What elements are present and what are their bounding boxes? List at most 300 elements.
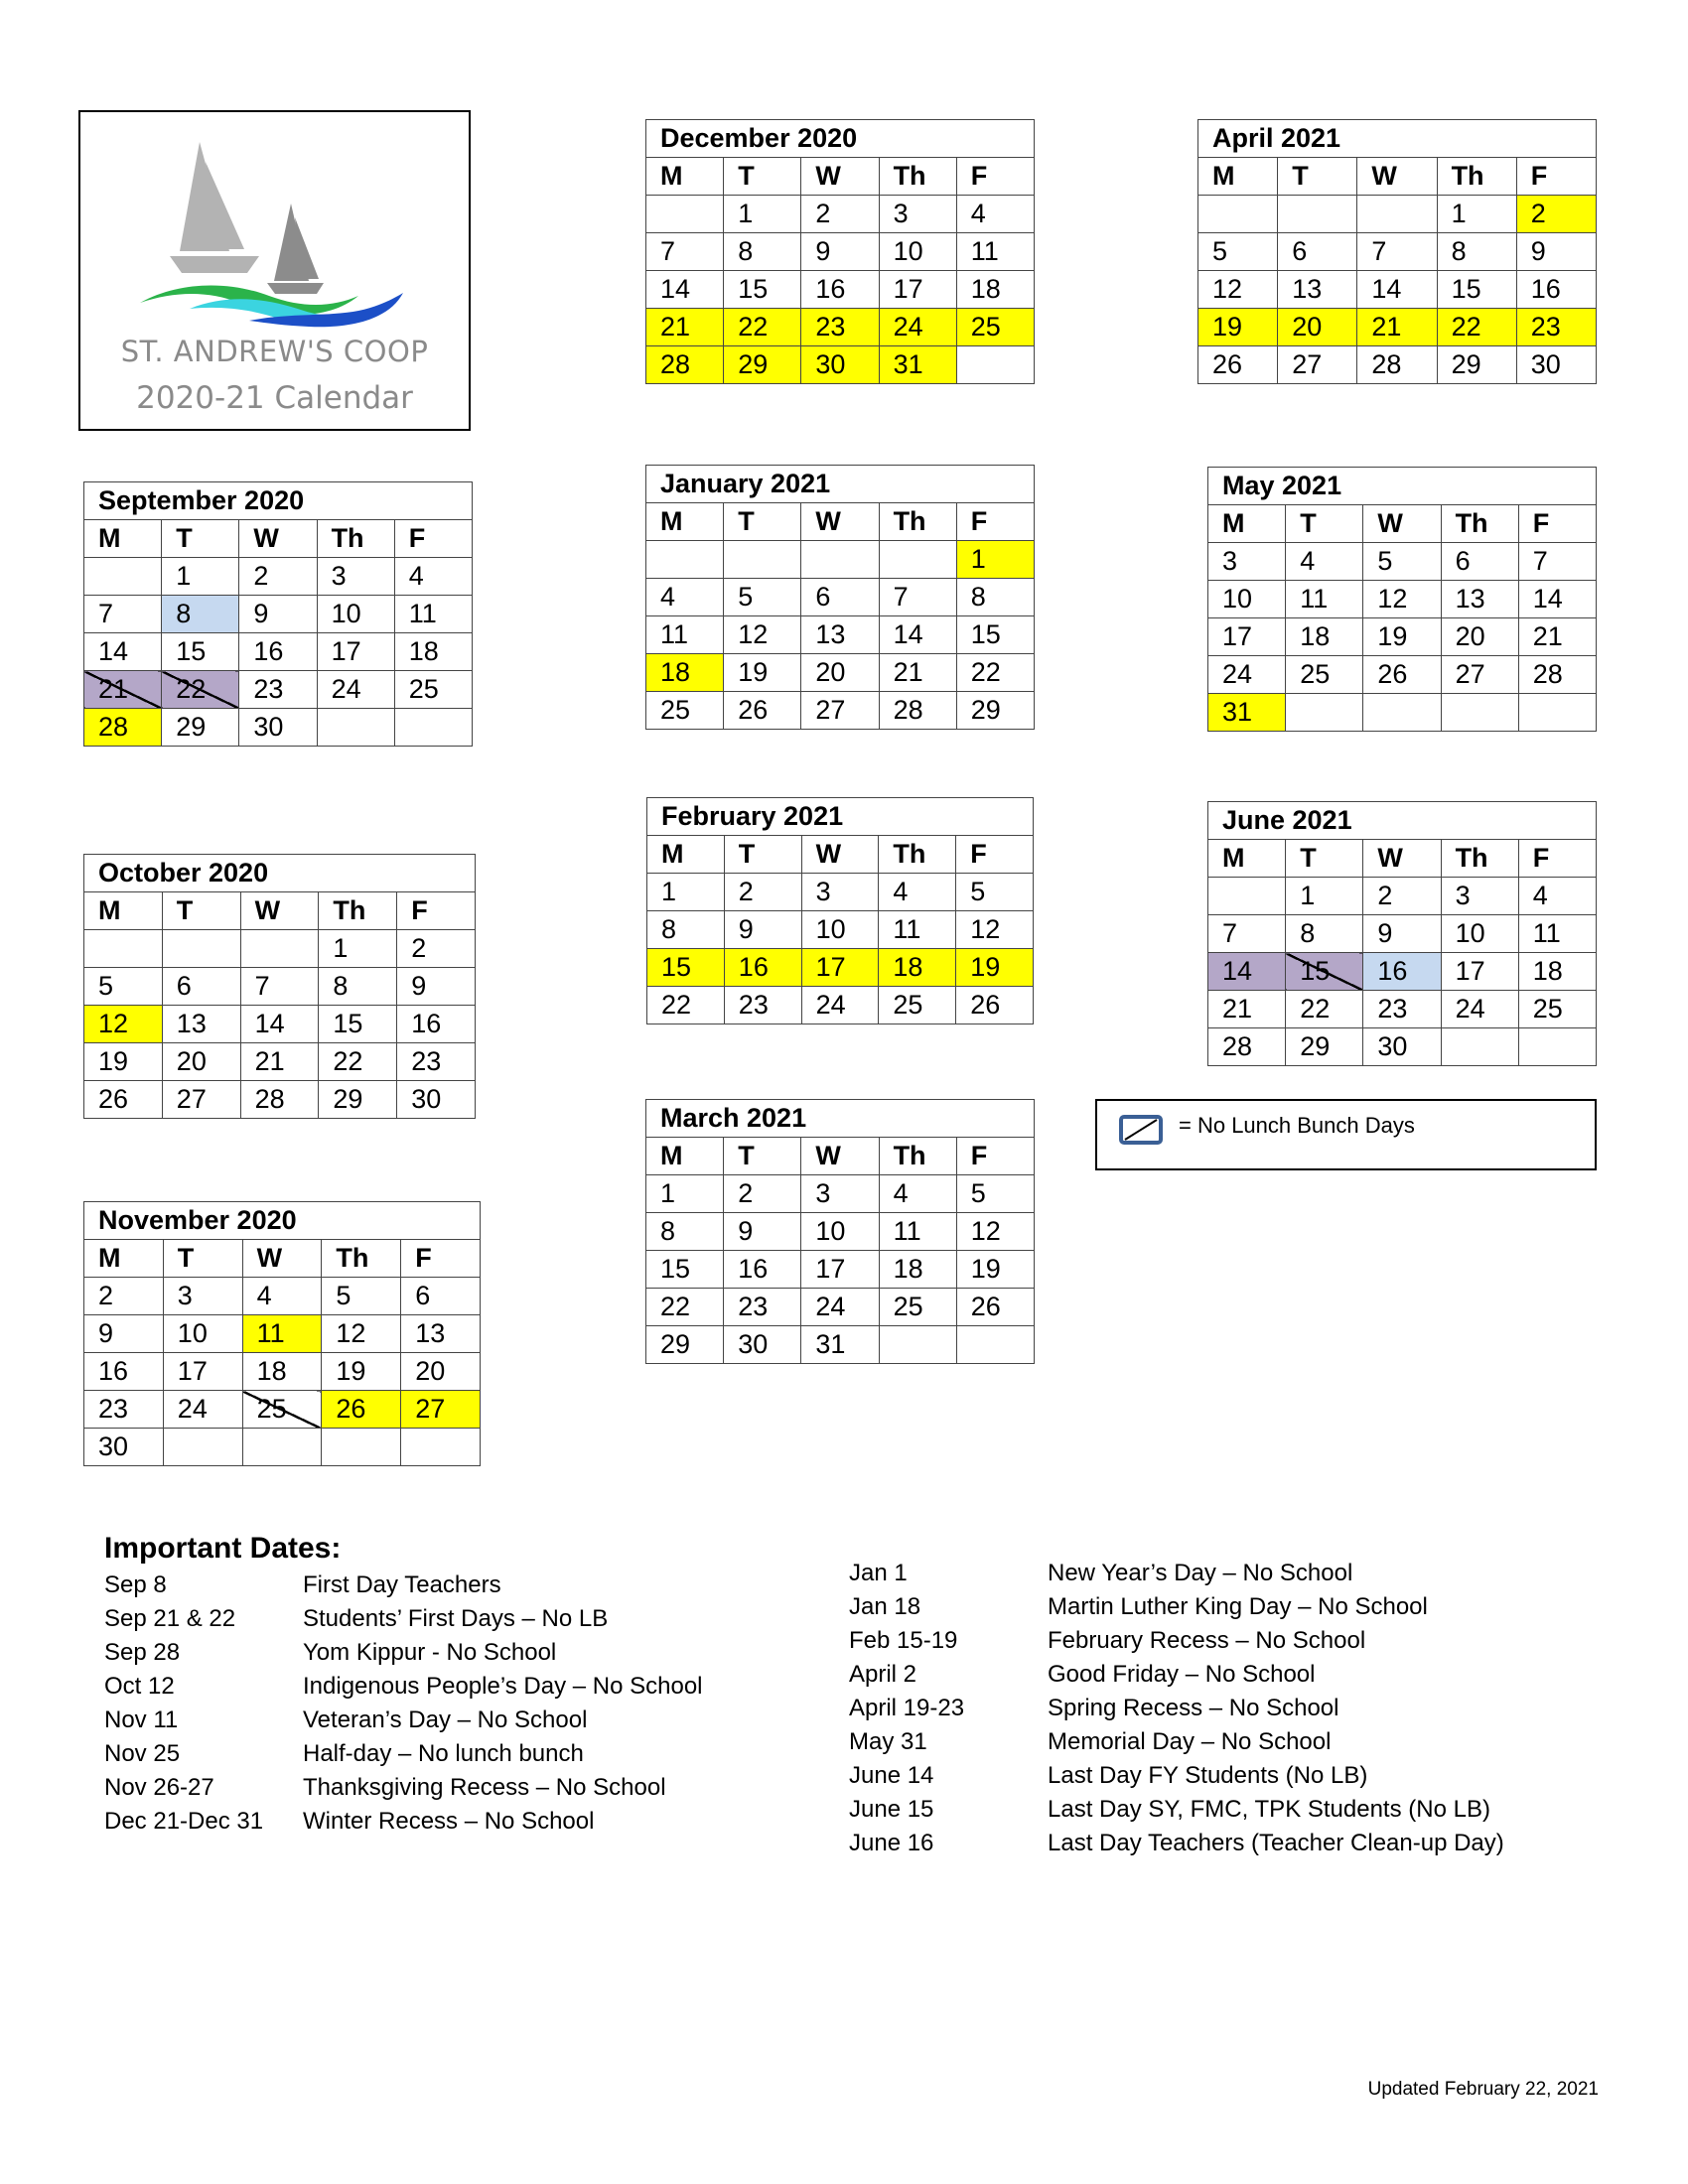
- day-cell: 26: [1198, 346, 1278, 384]
- day-cell: 1: [646, 1175, 724, 1213]
- important-date-row: [104, 1670, 740, 1704]
- day-cell: 25: [646, 692, 724, 730]
- day-cell: 23: [84, 1391, 164, 1429]
- day-cell: 29: [646, 1326, 724, 1364]
- weekday-header: M: [1208, 505, 1286, 543]
- important-date-date: May 31: [849, 1728, 927, 1755]
- month-title: March 2021: [646, 1100, 1035, 1138]
- day-cell: 6: [1441, 543, 1518, 581]
- day-cell: 30: [397, 1081, 476, 1119]
- day-cell: 17: [163, 1353, 242, 1391]
- day-cell: 23: [724, 1289, 801, 1326]
- day-cell: 9: [724, 911, 801, 949]
- important-date-description: New Year’s Day – No School: [1048, 1560, 1353, 1586]
- calendar-september-2020: [83, 481, 473, 747]
- month-title-row: [1208, 468, 1597, 505]
- important-date-row: [849, 1827, 1584, 1860]
- day-cell: 31: [1208, 694, 1286, 732]
- day-cell: 26: [956, 987, 1034, 1024]
- day-cell: 30: [1516, 346, 1596, 384]
- day-cell: 22: [724, 309, 801, 346]
- day-cell: 25: [394, 671, 472, 709]
- day-cell: 11: [956, 233, 1034, 271]
- day-cell: 29: [162, 709, 239, 747]
- day-cell: 18: [1518, 953, 1596, 991]
- day-cell: 17: [801, 949, 879, 987]
- day-cell: 10: [801, 911, 879, 949]
- day-cell: 21: [1357, 309, 1437, 346]
- day-cell: 14: [1357, 271, 1437, 309]
- empty-day-cell: [1441, 694, 1518, 732]
- day-cell: 15: [319, 1006, 397, 1043]
- important-dates-heading: Important Dates:: [104, 1532, 342, 1565]
- day-cell: 30: [801, 346, 879, 384]
- important-dates-left-list: [104, 1569, 740, 1839]
- weekday-header-row: [646, 158, 1035, 196]
- day-cell: 11: [879, 1213, 956, 1251]
- important-date-row: [104, 1805, 740, 1839]
- important-dates-right-list: [849, 1557, 1584, 1860]
- day-cell: 20: [1278, 309, 1357, 346]
- important-date-date: Sep 21 & 22: [104, 1605, 236, 1632]
- day-cell: 28: [84, 709, 162, 747]
- day-cell: 20: [401, 1353, 481, 1391]
- day-cell: 28: [1208, 1028, 1286, 1066]
- weekday-header: Th: [1437, 158, 1516, 196]
- logo-school-name: ST. ANDREW'S COOP: [120, 335, 429, 368]
- important-date-date: Sep 8: [104, 1571, 167, 1598]
- week-row: [646, 692, 1035, 730]
- week-row: [84, 558, 473, 596]
- day-cell: 22: [647, 987, 725, 1024]
- weekday-header: T: [162, 892, 240, 930]
- day-cell: 4: [242, 1278, 322, 1315]
- day-cell: 25: [956, 309, 1034, 346]
- weekday-header: Th: [319, 892, 397, 930]
- important-date-date: June 16: [849, 1830, 934, 1856]
- day-cell: 20: [162, 1043, 240, 1081]
- day-cell: 6: [162, 968, 240, 1006]
- week-row: [1208, 543, 1597, 581]
- week-row: [1208, 878, 1597, 915]
- month-title: April 2021: [1198, 120, 1597, 158]
- weekday-header: F: [1516, 158, 1596, 196]
- weekday-header: M: [84, 520, 162, 558]
- weekday-header: Th: [879, 503, 956, 541]
- day-cell: 10: [879, 233, 956, 271]
- day-cell: 9: [397, 968, 476, 1006]
- day-cell: 16: [397, 1006, 476, 1043]
- empty-day-cell: [162, 930, 240, 968]
- month-title-row: [647, 798, 1034, 836]
- month-title-row: [84, 855, 476, 892]
- day-cell: 10: [163, 1315, 242, 1353]
- day-cell: 10: [317, 596, 394, 633]
- day-cell: 14: [84, 633, 162, 671]
- day-cell: 27: [801, 692, 879, 730]
- day-cell: 18: [242, 1353, 322, 1391]
- important-date-date: June 15: [849, 1796, 934, 1823]
- day-cell: 8: [319, 968, 397, 1006]
- empty-day-cell: [1198, 196, 1278, 233]
- month-title-row: [84, 1202, 481, 1240]
- calendar-february-2021: [646, 797, 1034, 1024]
- day-cell: 6: [801, 579, 879, 616]
- calendar-june-2021: [1207, 801, 1597, 1066]
- important-date-date: Nov 26-27: [104, 1774, 214, 1801]
- day-cell: 29: [1286, 1028, 1363, 1066]
- important-date-row: [849, 1557, 1584, 1590]
- day-cell: 26: [322, 1391, 401, 1429]
- weekday-header: F: [956, 836, 1034, 874]
- day-cell: 25: [879, 1289, 956, 1326]
- day-cell: 7: [1518, 543, 1596, 581]
- day-cell: 27: [1278, 346, 1357, 384]
- day-cell: 19: [956, 1251, 1034, 1289]
- day-cell: 11: [1518, 915, 1596, 953]
- day-cell: 21: [1208, 991, 1286, 1028]
- empty-day-cell: [1357, 196, 1437, 233]
- day-cell: 5: [1198, 233, 1278, 271]
- day-cell: 9: [1363, 915, 1441, 953]
- day-cell: 23: [239, 671, 317, 709]
- day-cell: 18: [394, 633, 472, 671]
- day-cell: 19: [956, 949, 1034, 987]
- day-cell: 17: [317, 633, 394, 671]
- day-cell: 5: [84, 968, 163, 1006]
- week-row: [84, 1353, 481, 1391]
- day-cell: 4: [1518, 878, 1596, 915]
- important-date-description: Spring Recess – No School: [1048, 1695, 1339, 1721]
- day-cell: 3: [1208, 543, 1286, 581]
- day-cell: 7: [84, 596, 162, 633]
- week-row: [646, 616, 1035, 654]
- day-cell: 5: [956, 874, 1034, 911]
- day-cell: 12: [724, 616, 801, 654]
- weekday-header: W: [801, 836, 879, 874]
- day-cell: 12: [1198, 271, 1278, 309]
- important-date-description: Memorial Day – No School: [1048, 1728, 1332, 1755]
- day-cell: 4: [1286, 543, 1363, 581]
- day-cell: 25: [879, 987, 956, 1024]
- week-row: [646, 1175, 1035, 1213]
- day-cell: 8: [1286, 915, 1363, 953]
- day-cell: 29: [724, 346, 801, 384]
- week-row: [646, 196, 1035, 233]
- calendar-october-2020: [83, 854, 476, 1119]
- weekday-header: M: [84, 1240, 164, 1278]
- important-date-row: [104, 1569, 740, 1602]
- day-cell: 30: [724, 1326, 801, 1364]
- day-cell: 16: [84, 1353, 164, 1391]
- week-row: [1198, 346, 1597, 384]
- empty-day-cell: [1278, 196, 1357, 233]
- weekday-header: T: [1278, 158, 1357, 196]
- weekday-header-row: [1198, 158, 1597, 196]
- day-cell: 29: [956, 692, 1034, 730]
- day-cell: 14: [240, 1006, 319, 1043]
- weekday-header: T: [724, 503, 801, 541]
- day-cell: 9: [84, 1315, 164, 1353]
- empty-day-cell: [1363, 694, 1441, 732]
- month-title-row: [84, 482, 473, 520]
- day-cell: 12: [322, 1315, 401, 1353]
- weekday-header: T: [724, 836, 801, 874]
- weekday-header: F: [1518, 505, 1596, 543]
- day-cell: 26: [956, 1289, 1034, 1326]
- day-cell: 7: [240, 968, 319, 1006]
- day-cell: 24: [317, 671, 394, 709]
- week-row: [84, 633, 473, 671]
- day-cell: 15: [956, 616, 1034, 654]
- empty-day-cell: [646, 196, 724, 233]
- empty-day-cell: [84, 930, 163, 968]
- important-date-description: Last Day SY, FMC, TPK Students (No LB): [1048, 1796, 1490, 1823]
- important-date-row: [104, 1602, 740, 1636]
- day-cell: 15: [647, 949, 725, 987]
- day-cell: 18: [1286, 618, 1363, 656]
- empty-day-cell: [163, 1429, 242, 1466]
- empty-day-cell: [646, 541, 724, 579]
- day-cell: 2: [1363, 878, 1441, 915]
- empty-day-cell: [724, 541, 801, 579]
- day-cell: 7: [646, 233, 724, 271]
- important-date-date: Sep 28: [104, 1639, 181, 1666]
- month-title-row: [646, 120, 1035, 158]
- week-row: [84, 930, 476, 968]
- week-row: [1208, 694, 1597, 732]
- weekday-header-row: [1208, 505, 1597, 543]
- month-title: October 2020: [84, 855, 476, 892]
- weekday-header: Th: [322, 1240, 401, 1278]
- day-cell: 23: [1516, 309, 1596, 346]
- day-cell: 17: [801, 1251, 879, 1289]
- day-cell: 14: [1518, 581, 1596, 618]
- important-date-row: [104, 1771, 740, 1805]
- week-row: [646, 1326, 1035, 1364]
- day-cell: 3: [801, 874, 879, 911]
- important-date-row: [104, 1704, 740, 1737]
- day-cell: 3: [879, 196, 956, 233]
- weekday-header: F: [956, 158, 1034, 196]
- important-date-description: Veteran’s Day – No School: [303, 1706, 588, 1733]
- day-cell: 14: [646, 271, 724, 309]
- day-cell: 23: [724, 987, 801, 1024]
- day-cell: 4: [879, 1175, 956, 1213]
- empty-day-cell: [401, 1429, 481, 1466]
- calendar-december-2020: [645, 119, 1035, 384]
- weekday-header: W: [239, 520, 317, 558]
- empty-day-cell: [394, 709, 472, 747]
- week-row: [1198, 196, 1597, 233]
- day-cell: 12: [84, 1006, 163, 1043]
- week-row: [646, 1213, 1035, 1251]
- day-cell: 2: [239, 558, 317, 596]
- important-date-date: Jan 18: [849, 1593, 921, 1620]
- weekday-header: W: [801, 503, 879, 541]
- day-cell: 8: [1437, 233, 1516, 271]
- month-title: February 2021: [647, 798, 1034, 836]
- month-title-row: [1198, 120, 1597, 158]
- day-cell: 19: [84, 1043, 163, 1081]
- day-cell: 19: [322, 1353, 401, 1391]
- weekday-header: F: [956, 503, 1034, 541]
- weekday-header: F: [1518, 840, 1596, 878]
- important-date-description: Good Friday – No School: [1048, 1661, 1316, 1688]
- important-date-description: Winter Recess – No School: [303, 1808, 595, 1835]
- day-cell: 14: [879, 616, 956, 654]
- day-cell: 28: [879, 692, 956, 730]
- weekday-header: Th: [317, 520, 394, 558]
- day-cell: 24: [1208, 656, 1286, 694]
- day-cell: 1: [956, 541, 1034, 579]
- day-cell: 7: [1357, 233, 1437, 271]
- important-date-row: [104, 1636, 740, 1670]
- week-row: [1208, 953, 1597, 991]
- day-cell: 25: [1518, 991, 1596, 1028]
- month-title: May 2021: [1208, 468, 1597, 505]
- day-cell: 11: [1286, 581, 1363, 618]
- empty-day-cell: [801, 541, 879, 579]
- weekday-header: T: [1286, 840, 1363, 878]
- day-cell: 8: [647, 911, 725, 949]
- day-cell: 17: [1208, 618, 1286, 656]
- day-cell: 26: [724, 692, 801, 730]
- day-cell: 15: [1286, 953, 1363, 991]
- day-cell: 20: [1441, 618, 1518, 656]
- week-row: [84, 968, 476, 1006]
- day-cell: 11: [242, 1315, 322, 1353]
- day-cell: 28: [646, 346, 724, 384]
- day-cell: 9: [801, 233, 879, 271]
- day-cell: 24: [801, 1289, 879, 1326]
- month-title: December 2020: [646, 120, 1035, 158]
- important-date-description: Yom Kippur - No School: [303, 1639, 557, 1666]
- month-title: September 2020: [84, 482, 473, 520]
- day-cell: 30: [84, 1429, 164, 1466]
- day-cell: 15: [1437, 271, 1516, 309]
- week-row: [646, 579, 1035, 616]
- empty-day-cell: [322, 1429, 401, 1466]
- important-date-row: [849, 1759, 1584, 1793]
- day-cell: 23: [801, 309, 879, 346]
- school-logo: [78, 110, 471, 431]
- day-cell: 16: [239, 633, 317, 671]
- day-cell: 14: [1208, 953, 1286, 991]
- logo-subtitle: 2020-21 Calendar: [136, 380, 413, 416]
- day-cell: 28: [1357, 346, 1437, 384]
- weekday-header: M: [646, 158, 724, 196]
- day-cell: 3: [1441, 878, 1518, 915]
- week-row: [84, 1278, 481, 1315]
- week-row: [1208, 915, 1597, 953]
- day-cell: 18: [879, 1251, 956, 1289]
- day-cell: 21: [646, 309, 724, 346]
- weekday-header: F: [397, 892, 476, 930]
- day-cell: 8: [956, 579, 1034, 616]
- day-cell: 16: [801, 271, 879, 309]
- important-date-description: Thanksgiving Recess – No School: [303, 1774, 666, 1801]
- month-title: November 2020: [84, 1202, 481, 1240]
- day-cell: 17: [879, 271, 956, 309]
- day-cell: 12: [956, 1213, 1034, 1251]
- important-date-row: [849, 1725, 1584, 1759]
- day-cell: 1: [647, 874, 725, 911]
- empty-day-cell: [879, 1326, 956, 1364]
- day-cell: 15: [724, 271, 801, 309]
- day-cell: 21: [1518, 618, 1596, 656]
- day-cell: 16: [724, 949, 801, 987]
- weekday-header-row: [646, 1138, 1035, 1175]
- week-row: [647, 987, 1034, 1024]
- day-cell: 21: [240, 1043, 319, 1081]
- week-row: [1208, 618, 1597, 656]
- important-date-date: Nov 11: [104, 1706, 179, 1733]
- important-date-description: Last Day Teachers (Teacher Clean-up Day): [1048, 1830, 1504, 1856]
- weekday-header: T: [162, 520, 239, 558]
- empty-day-cell: [956, 1326, 1034, 1364]
- day-cell: 13: [162, 1006, 240, 1043]
- important-date-date: Dec 21-Dec 31: [104, 1808, 264, 1835]
- sailboats-logo-icon: [120, 132, 418, 331]
- important-date-row: [849, 1692, 1584, 1725]
- weekday-header: T: [724, 158, 801, 196]
- calendar-april-2021: [1197, 119, 1597, 384]
- day-cell: 31: [879, 346, 956, 384]
- day-cell: 5: [724, 579, 801, 616]
- day-cell: 24: [879, 309, 956, 346]
- day-cell: 24: [163, 1391, 242, 1429]
- calendar-january-2021: [645, 465, 1035, 730]
- day-cell: 19: [724, 654, 801, 692]
- empty-day-cell: [1441, 1028, 1518, 1066]
- day-cell: 15: [162, 633, 239, 671]
- day-cell: 26: [1363, 656, 1441, 694]
- day-cell: 2: [84, 1278, 164, 1315]
- day-cell: 5: [1363, 543, 1441, 581]
- week-row: [646, 271, 1035, 309]
- day-cell: 25: [242, 1391, 322, 1429]
- week-row: [1208, 991, 1597, 1028]
- week-row: [84, 1391, 481, 1429]
- weekday-header-row: [84, 520, 473, 558]
- important-date-row: [849, 1658, 1584, 1692]
- day-cell: 30: [1363, 1028, 1441, 1066]
- week-row: [646, 654, 1035, 692]
- day-cell: 7: [1208, 915, 1286, 953]
- week-row: [646, 1251, 1035, 1289]
- weekday-header: W: [1357, 158, 1437, 196]
- day-cell: 6: [1278, 233, 1357, 271]
- day-cell: 9: [1516, 233, 1596, 271]
- important-date-description: February Recess – No School: [1048, 1627, 1366, 1654]
- weekday-header: F: [394, 520, 472, 558]
- week-row: [1208, 1028, 1597, 1066]
- day-cell: 11: [646, 616, 724, 654]
- updated-date: Updated February 22, 2021: [1367, 2079, 1599, 2100]
- day-cell: 22: [319, 1043, 397, 1081]
- week-row: [647, 874, 1034, 911]
- month-title: January 2021: [646, 466, 1035, 503]
- weekday-header: Th: [1441, 840, 1518, 878]
- day-cell: 2: [1516, 196, 1596, 233]
- day-cell: 21: [879, 654, 956, 692]
- day-cell: 26: [84, 1081, 163, 1119]
- important-date-date: April 19-23: [849, 1695, 965, 1721]
- weekday-header: W: [240, 892, 319, 930]
- day-cell: 18: [646, 654, 724, 692]
- day-cell: 23: [397, 1043, 476, 1081]
